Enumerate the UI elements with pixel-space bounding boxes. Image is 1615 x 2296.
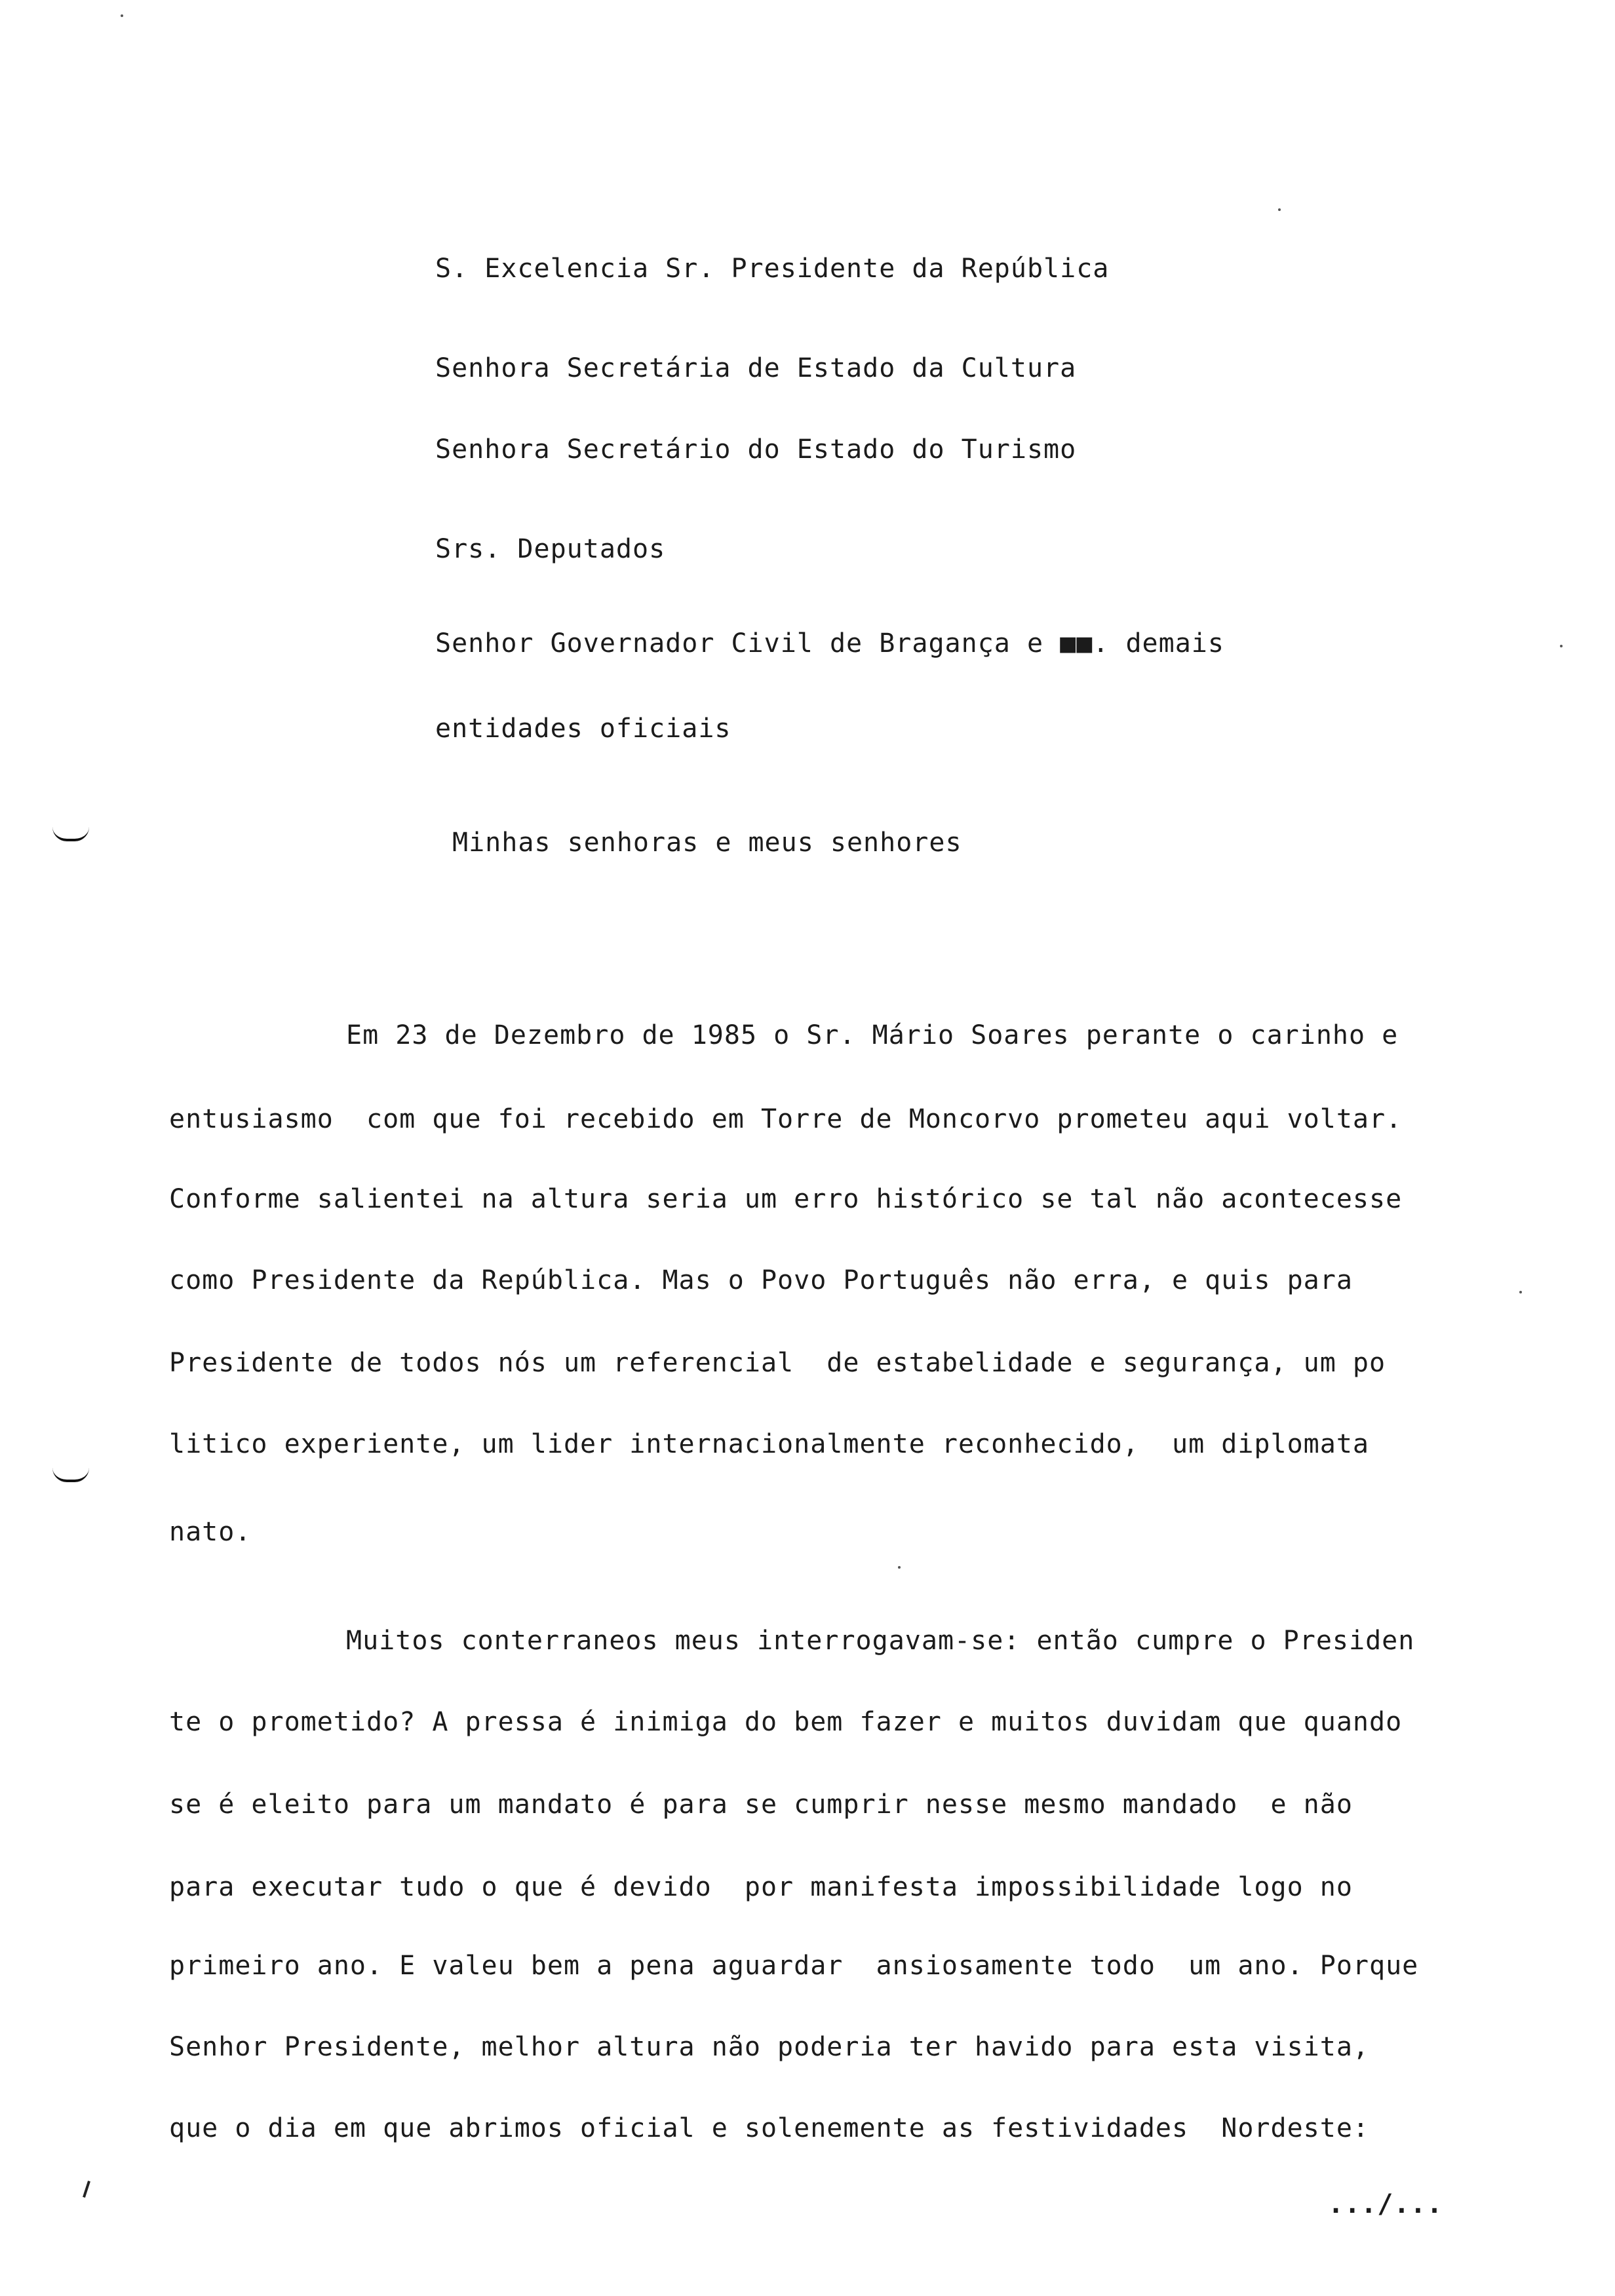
scan-speck <box>1278 208 1281 211</box>
paragraph2-line7: que o dia em que abrimos oficial e solenemente as festividades Nordeste: <box>169 2113 1369 2143</box>
margin-mark-bottom <box>83 2181 90 2198</box>
margin-mark-middle <box>52 1468 89 1482</box>
paragraph2-line3: se é eleito para um mandato é para se cumprir nesse mesmo mandado e não <box>169 1789 1353 1820</box>
paragraph2-line5: primeiro ano. E valeu bem a pena aguardar ansiosamente todo um ano. Porque <box>169 1951 1419 1981</box>
salutation-line-entities: entidades oficiais <box>435 714 731 744</box>
salutation-line-president: S. Excelencia Sr. Presidente da República <box>435 254 1110 284</box>
paragraph1-line2: entusiasmo com que foi recebido em Torre de Moncorvo prometeu aqui voltar. <box>169 1104 1403 1134</box>
paragraph1-line4: como Presidente da República. Mas o Povo Português não erra, e quis para <box>169 1265 1353 1295</box>
paragraph2-line1: Muitos conterraneos meus interrogavam-se: então cumpre o Presiden <box>346 1626 1415 1656</box>
salutation-line-greeting: Minhas senhoras e meus senhores <box>452 828 962 858</box>
scan-speck <box>121 14 123 17</box>
scan-speck <box>898 1566 901 1569</box>
paragraph1-line6: litico experiente, um lider internacionalmente reconhecido, um diplomata <box>169 1429 1369 1459</box>
paragraph1-line5: Presidente de todos nós um referencial de estabelidade e segurança, um po <box>169 1348 1386 1378</box>
salutation-line-governor: Senhor Governador Civil de Bragança e ■■. demais <box>435 628 1224 659</box>
paragraph2-line2: te o prometido? A pressa é inimiga do bem fazer e muitos duvidam que quando <box>169 1707 1403 1737</box>
scan-speck <box>1560 645 1563 647</box>
paragraph1-line1: Em 23 de Dezembro de 1985 o Sr. Mário Soares perante o carinho e <box>346 1020 1399 1050</box>
salutation-line-deputies: Srs. Deputados <box>435 534 666 564</box>
paragraph2-line4: para executar tudo o que é devido por manifesta impossibilidade logo no <box>169 1872 1353 1902</box>
scan-speck <box>1519 1291 1522 1293</box>
salutation-line-tourism: Senhora Secretário do Estado do Turismo <box>435 434 1077 465</box>
page-continuation-marker: .../... <box>1328 2189 1443 2219</box>
paragraph1-line3: Conforme salientei na altura seria um erro histórico se tal não acontecesse <box>169 1184 1403 1214</box>
paragraph2-line6: Senhor Presidente, melhor altura não poderia ter havido para esta visita, <box>169 2032 1369 2062</box>
paragraph1-line7: nato. <box>169 1517 252 1547</box>
margin-mark-top <box>52 827 89 841</box>
salutation-line-culture: Senhora Secretária de Estado da Cultura <box>435 353 1077 383</box>
